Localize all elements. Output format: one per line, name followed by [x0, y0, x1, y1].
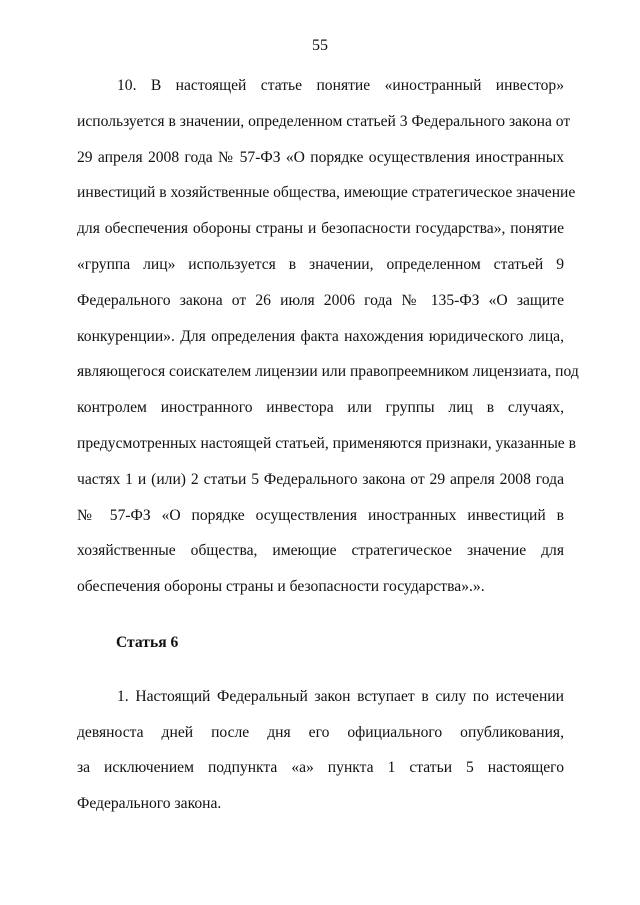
- text-line: 10. В настоящей статье понятие «иностранный инвестор»: [117, 77, 564, 94]
- article-6-heading: Статья 6: [116, 633, 179, 651]
- text-line: 1. Настоящий Федеральный закон вступает в силу по истечении: [117, 687, 564, 705]
- text-line: частях 1 и (или) 2 статьи 5 Федерального закона от 29 апреля 2008 года: [77, 470, 564, 488]
- text-line: контролем иностранного инвестора или группы лиц в случаях,: [77, 399, 564, 417]
- text-line: конкуренции». Для определения факта нахождения юридического лица,: [77, 327, 564, 345]
- text-line: предусмотренных настоящей статьей, применяются признаки, указанные в: [77, 434, 576, 452]
- page-number: 55: [312, 37, 328, 54]
- article-6-paragraph-1: [77, 679, 564, 822]
- text-line: Федерального закона от 26 июля 2006 года № 135-ФЗ «О защите: [77, 291, 564, 309]
- text-line: являющегося соискателем лицензии или правопреемником лицензиата, под: [77, 363, 579, 381]
- text-line: инвестиций в хозяйственные общества, имеющие стратегическое значение: [77, 184, 576, 202]
- text-line: девяноста дней после дня его официального опубликования,: [77, 723, 564, 741]
- paragraph-10: [77, 68, 579, 605]
- text-line: № 57-ФЗ «О порядке осуществления иностранных инвестиций в: [77, 506, 564, 524]
- text-line: 29 апреля 2008 года № 57-ФЗ «О порядке осуществления иностранных: [77, 148, 564, 166]
- text-line: за исключением подпункта «а» пункта 1 статьи 5 настоящего: [77, 759, 564, 777]
- text-line: используется в значении, определенном статьей 3 Федерального закона от: [77, 112, 571, 130]
- document-body: [77, 68, 579, 822]
- text-line: для обеспечения обороны страны и безопасности государства», понятие: [77, 220, 564, 238]
- text-line: обеспечения обороны страны и безопасности государства».».: [77, 578, 485, 596]
- text-line: хозяйственные общества, имеющие стратегическое значение для: [77, 542, 564, 560]
- text-line: «группа лиц» используется в значении, определенном статьей 9: [77, 255, 564, 273]
- text-line: Федерального закона.: [77, 795, 222, 813]
